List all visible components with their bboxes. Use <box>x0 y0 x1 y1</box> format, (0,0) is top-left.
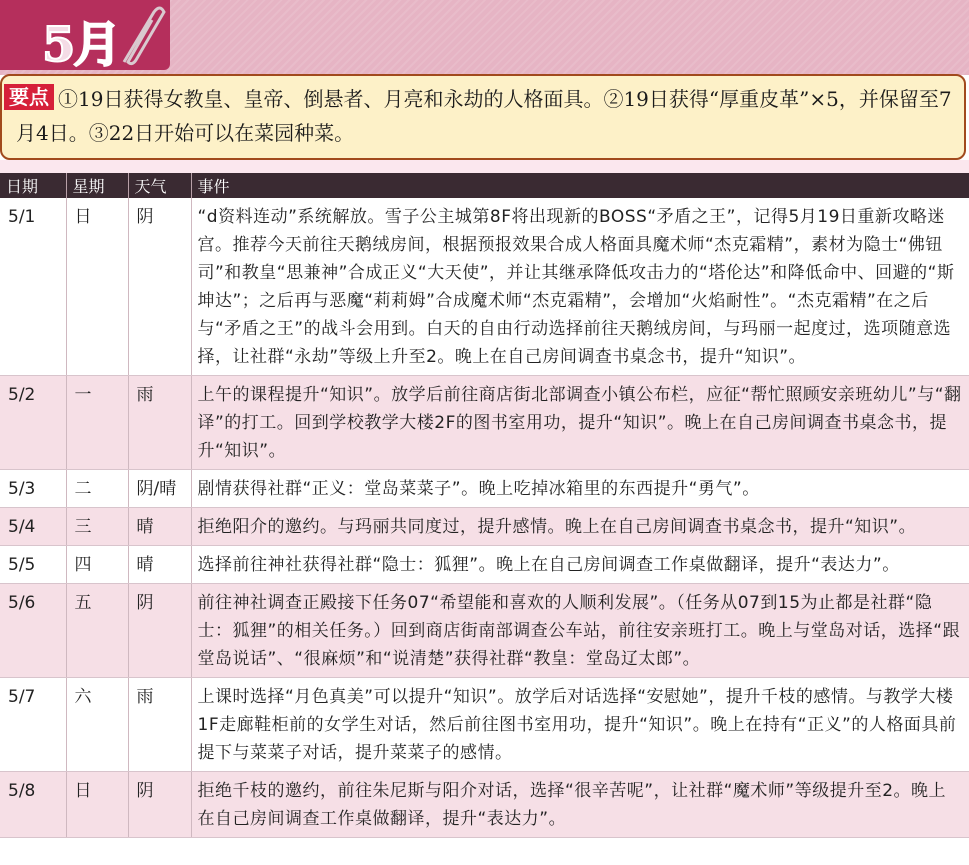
cell-weekday: 二 <box>66 470 128 508</box>
events-table <box>0 173 969 838</box>
cell-date: 5/1 <box>0 198 66 376</box>
cell-weather: 晴 <box>128 508 191 546</box>
table-row <box>0 470 969 508</box>
cell-date: 5/2 <box>0 376 66 470</box>
cell-date: 5/8 <box>0 772 66 838</box>
cell-weather: 雨 <box>128 376 191 470</box>
cell-date: 5/4 <box>0 508 66 546</box>
cell-weekday: 四 <box>66 546 128 584</box>
table-row <box>0 772 969 838</box>
cell-event: “d资料连动”系统解放。雪子公主城第8F将出现新的BOSS“矛盾之王”，记得5月19日重新攻略迷宫。推荐今天前往天鹅绒房间，根据预报效果合成人格面具魔术师“杰克霜精”，素材为隐士“佛钮司”和教皇“思兼神”合成正义“大天使”，并让其继承降低攻击力的“塔伦达”和降低命中、回避的“斯坤达”；之后再与恶魔“莉莉姆”合成魔术师“杰克霜精”，会增加“火焰耐性”。“杰克霜精”在之后与“矛盾之王”的战斗会用到。白天的自由行动选择前往天鹅绒房间，与玛丽一起度过，选项随意选择，让社群“永劫”等级上升至2。晚上在自己房间调查书桌念书，提升“知识”。 <box>191 198 969 376</box>
cell-date: 5/5 <box>0 546 66 584</box>
cell-weather: 阴 <box>128 772 191 838</box>
table-header-row <box>0 173 969 198</box>
keypoints-text: ①19日获得女教皇、皇帝、倒悬者、月亮和永劫的人格面具。②19日获得“厚重皮革”×5，并保留至7月4日。③22日开始可以在菜园种菜。 <box>16 87 952 145</box>
header-date: 日期 <box>0 173 66 198</box>
cell-weather: 阴 <box>128 584 191 678</box>
header-weather: 天气 <box>128 173 191 198</box>
cell-date: 5/3 <box>0 470 66 508</box>
table-row <box>0 376 969 470</box>
cell-event: 前往神社调查正殿接下任务07“希望能和喜欢的人顺利发展”。（任务从07到15为止都是社群“隐士：狐狸”的相关任务。）回到商店街南部调查公车站，前往安亲班打工。晚上与堂岛对话，选择“跟堂岛说话”、“很麻烦”和“说清楚”获得社群“教皇：堂岛辽太郎”。 <box>191 584 969 678</box>
cell-date: 5/6 <box>0 584 66 678</box>
cell-event: 拒绝千枝的邀约，前往朱尼斯与阳介对话，选择“很辛苦呢”，让社群“魔术师”等级提升至2。晚上在自己房间调查工作桌做翻译，提升“表达力”。 <box>191 772 969 838</box>
keypoints-label: 要点 <box>4 84 54 110</box>
table-row <box>0 198 969 376</box>
cell-event: 剧情获得社群“正义：堂岛菜菜子”。晚上吃掉冰箱里的东西提升“勇气”。 <box>191 470 969 508</box>
cell-weekday: 五 <box>66 584 128 678</box>
table-row <box>0 546 969 584</box>
keypoints-divider <box>0 160 969 174</box>
table-row <box>0 678 969 772</box>
cell-weekday: 日 <box>66 198 128 376</box>
cell-weekday: 六 <box>66 678 128 772</box>
table-row <box>0 508 969 546</box>
cell-weather: 晴 <box>128 546 191 584</box>
cell-weekday: 三 <box>66 508 128 546</box>
cell-event: 选择前往神社获得社群“隐士：狐狸”。晚上在自己房间调查工作桌做翻译，提升“表达力”。 <box>191 546 969 584</box>
month-title: 5月 <box>42 17 120 73</box>
cell-event: 拒绝阳介的邀约。与玛丽共同度过，提升感情。晚上在自己房间调查书桌念书，提升“知识”。 <box>191 508 969 546</box>
cell-weather: 雨 <box>128 678 191 772</box>
header-event: 事件 <box>191 173 969 198</box>
cell-weekday: 一 <box>66 376 128 470</box>
keypoints-box <box>0 74 966 160</box>
cell-event: 上课时选择“月色真美”可以提升“知识”。放学后对话选择“安慰她”，提升千枝的感情。与教学大楼1F走廊鞋柜前的女学生对话，然后前往图书室用功，提升“知识”。晚上在持有“正义”的人格面具前提下与菜菜子对话，提升菜菜子的感情。 <box>191 678 969 772</box>
cell-date: 5/7 <box>0 678 66 772</box>
cell-weather: 阴/晴 <box>128 470 191 508</box>
paperclip-icon <box>116 4 166 68</box>
cell-event: 上午的课程提升“知识”。放学后前往商店街北部调查小镇公布栏，应征“帮忙照顾安亲班幼儿”与“翻译”的打工。回到学校教学大楼2F的图书室用功，提升“知识”。晚上在自己房间调查书桌念书，提升“知识”。 <box>191 376 969 470</box>
header-weekday: 星期 <box>66 173 128 198</box>
table-row <box>0 584 969 678</box>
month-tab <box>0 0 170 73</box>
cell-weather: 阴 <box>128 198 191 376</box>
cell-weekday: 日 <box>66 772 128 838</box>
